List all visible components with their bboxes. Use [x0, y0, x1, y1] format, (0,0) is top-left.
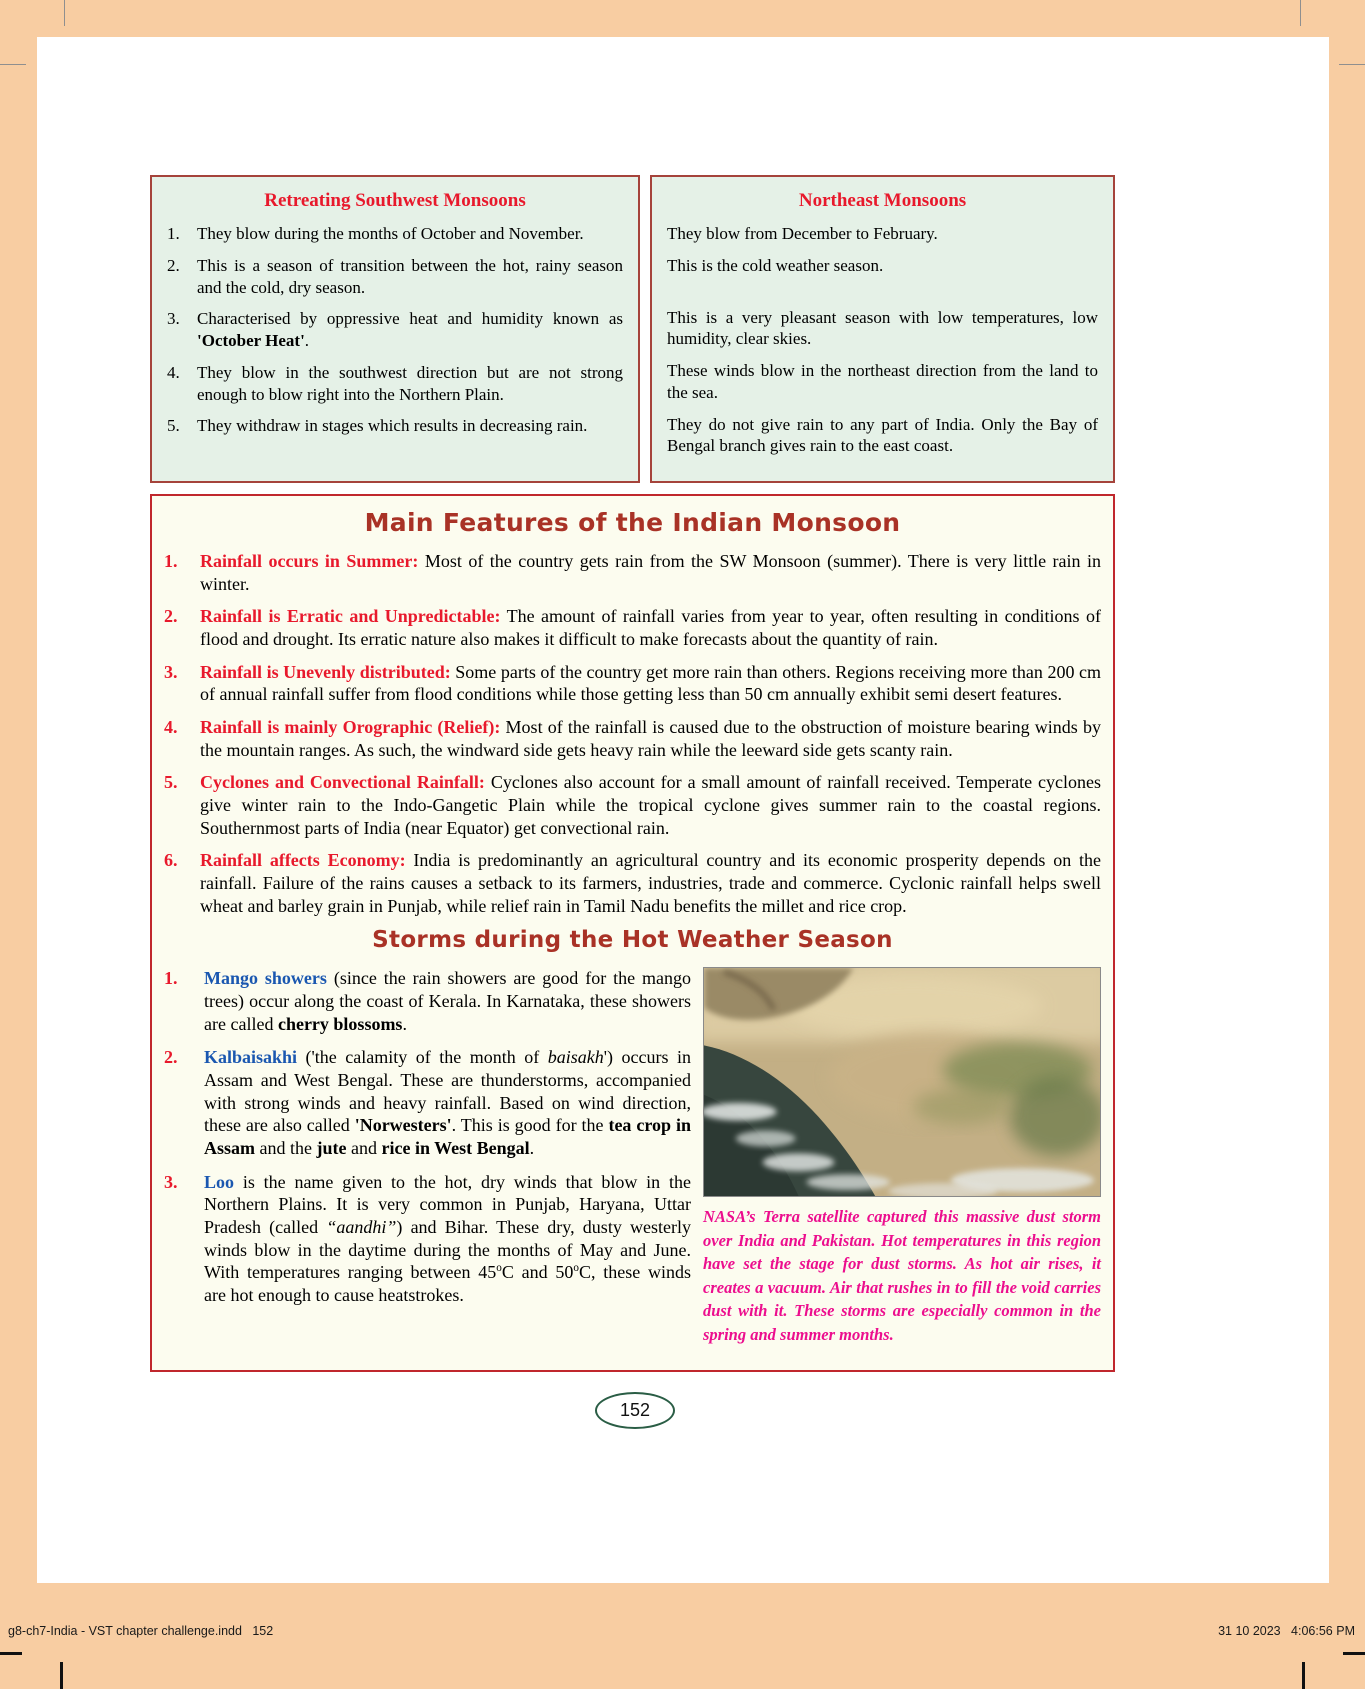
item-number: 1.: [164, 968, 178, 989]
list-item: [667, 414, 1098, 458]
text-run: baisakh: [547, 1047, 604, 1068]
item-number: 3.: [167, 309, 180, 329]
text-run: Cyclones also account for a small amount of rainfall received. Temperate cyclones give winter rain to the Indo-Gangetic Plain while the tropical cyclone gives summer rain to the coastal regions. Southernmost parts of India (near Equator) get convectional rain.: [200, 772, 1101, 838]
text-run: They do not give rain to any part of India. Only the Bay of Bengal branch gives rain to the east coast.: [667, 414, 1098, 456]
crop-mark: [1343, 1652, 1365, 1655]
crop-mark: [0, 64, 26, 65]
main-features-title: Main Features of the Indian Monsoon: [364, 508, 901, 537]
list-item: [667, 223, 1098, 245]
item-text: [200, 605, 1101, 650]
text-run: .: [304, 331, 310, 350]
text-run: Rainfall is mainly Orographic (Relief):: [200, 717, 501, 738]
northeast-monsoon-list: [667, 223, 1098, 457]
text-run: They blow from December to February.: [667, 224, 938, 243]
item-number: 3.: [164, 661, 178, 682]
item-text: [204, 1046, 691, 1159]
text-run: cherry blossoms: [277, 1013, 403, 1034]
item-text: [200, 550, 1101, 595]
item-text: [667, 308, 1098, 349]
text-run: ('the calamity of the month of: [297, 1047, 548, 1068]
item-number: 2.: [164, 606, 178, 627]
page-number-badge: [595, 1392, 675, 1429]
monsoon-comparison-table: [150, 175, 1115, 483]
text-run: ') occurs in Assam and West Bengal. These are thunderstorms, accompanied with strong winds and heavy rainfall. Based on wind direction, these are also called: [204, 1047, 691, 1136]
text-run: This is a season of transition between the hot, rainy season and the cold, dry season.: [197, 255, 623, 297]
text-run: and the: [255, 1138, 317, 1159]
list-item: [164, 1171, 691, 1307]
item-text: [197, 308, 623, 352]
text-run: The amount of rainfall varies from year to year, often resulting in conditions of flood and drought. Its erratic nature also makes it difficult to make forecasts about the quantity of rain.: [200, 606, 1102, 650]
crop-mark: [64, 0, 65, 26]
text-run: India is predominantly an agricultural country and its economic prosperity depends on the rainfall. Failure of the rains causes a setback to its farmers, industries, trade and commerce. Cyclonic rainfall helps swell wheat and barley grain in Punjab, while relief rain in Tamil Nadu benefits the millet and rice crop.: [200, 850, 1102, 916]
list-item: [167, 255, 623, 299]
item-text: [667, 256, 883, 275]
text-run: Mango showers: [204, 968, 327, 989]
text-run: C, these winds are hot enough to cause heatstrokes.: [204, 1262, 692, 1306]
list-item: [164, 661, 1101, 706]
item-number: 5.: [167, 416, 180, 436]
text-run: 'Norwesters': [354, 1115, 452, 1136]
text-run: Rainfall affects Economy:: [200, 850, 406, 871]
retreating-monsoon-title: Retreating Southwest Monsoons: [264, 190, 526, 211]
text-run: Rainfall is Erratic and Unpredictable:: [200, 606, 501, 627]
text-run: These winds blow in the northeast direction from the land to the sea.: [667, 361, 1098, 402]
text-run: jute: [316, 1138, 347, 1159]
storms-title: Storms during the Hot Weather Season: [372, 927, 893, 954]
list-item: [164, 605, 1101, 650]
crop-mark: [1300, 0, 1301, 26]
text-run: C and 50: [501, 1262, 574, 1283]
crop-mark: [60, 1662, 63, 1689]
retreating-monsoon-list: [167, 223, 623, 437]
list-item: [164, 849, 1101, 917]
item-text: [200, 716, 1101, 761]
item-text: [200, 661, 1101, 706]
item-number: 1.: [167, 224, 180, 243]
text-run: and: [346, 1138, 382, 1159]
retreating-monsoon-box: [150, 175, 640, 483]
list-item: [164, 967, 691, 1035]
text-run: Rainfall occurs in Summer:: [200, 551, 419, 571]
text-run: “aandhi”: [326, 1217, 397, 1238]
text-run: Most of the country gets rain from the SW Monsoon (summer). There is very little rain in winter.: [200, 551, 1102, 594]
main-features-box: [150, 494, 1115, 1372]
text-run: o: [496, 1262, 502, 1275]
item-number: 4.: [167, 362, 180, 382]
page-number: 152: [619, 1400, 651, 1420]
item-text: [197, 362, 623, 406]
list-item: [164, 1046, 691, 1159]
text-run: is the name given to the hot, dry winds that blow in the Northern Plains. It is very common in Punjab, Haryana, Uttar Pradesh (called: [204, 1171, 691, 1238]
page-sheet: [37, 37, 1329, 1583]
item-text: [200, 771, 1101, 839]
text-run: Some parts of the country get more rain than others. Regions receiving more than 200 cm of annual rainfall suffer from flood conditions while those getting less than 50 cm annually exhibit semi desert features.: [200, 661, 1102, 705]
text-run: This is the cold weather season.: [667, 255, 884, 275]
text-run: Characterised by oppressive heat and humidity known as: [197, 309, 623, 329]
list-item: [667, 307, 1098, 351]
text-run: o: [573, 1262, 579, 1275]
item-number: 6.: [164, 850, 178, 871]
item-text: [204, 1171, 691, 1307]
item-text: [197, 223, 623, 245]
dust-storm-satellite-image: [703, 967, 1101, 1197]
list-item: [667, 360, 1098, 404]
text-run: 'October Heat': [197, 331, 305, 350]
crop-mark: [1302, 1662, 1305, 1689]
list-item: [167, 308, 623, 352]
item-number: 3.: [164, 1171, 178, 1192]
text-run: Loo: [204, 1171, 235, 1192]
text-run: (since the rain showers are good for the mango trees) occur along the coast of Kerala. In Karnataka, these showers are called: [204, 968, 692, 1034]
item-text: [204, 967, 691, 1035]
storms-list: [164, 967, 691, 1346]
text-run: . This is good for the: [451, 1115, 609, 1136]
list-item: [167, 362, 623, 406]
item-number: 2.: [164, 1047, 178, 1068]
crop-mark: [1339, 64, 1365, 65]
text-run: Cyclones and Convectional Rainfall:: [200, 772, 485, 793]
list-item: [167, 223, 623, 245]
item-number: 5.: [164, 772, 178, 793]
text-run: They blow in the southwest direction but are not strong enough to blow right into the Northern Plain.: [197, 362, 623, 404]
satellite-caption: NASA’s Terra satellite captured this massive dust storm over India and Pakistan. Hot temperatures in this region have set the stage for dust storms. As hot air rises, it creates a vacuum. Air that rushes in to fill the void carries dust with it. These storms are especially common in the spring and summer months.: [703, 1207, 1101, 1344]
item-text: [667, 224, 938, 243]
item-text: [667, 415, 1098, 456]
item-text: [197, 255, 623, 299]
northeast-monsoon-box: [650, 175, 1115, 483]
item-text: [200, 849, 1101, 917]
list-item: [164, 771, 1101, 839]
footer-timestamp: 31 10 2023 4:06:56 PM: [1218, 1624, 1355, 1638]
item-text: [197, 415, 623, 437]
list-item: [164, 550, 1101, 595]
item-text: [667, 361, 1098, 402]
main-features-list: [164, 550, 1101, 917]
text-run: Kalbaisakhi: [204, 1047, 298, 1068]
list-item: [164, 716, 1101, 761]
item-number: 1.: [164, 551, 178, 571]
text-run: tea crop in Assam: [204, 1115, 691, 1159]
text-run: ) and Bihar. These dry, dusty westerly winds blow in the daytime during the months of May and June. With temperatures ranging between 45: [204, 1217, 691, 1283]
text-run: .: [529, 1138, 535, 1159]
text-run: They withdraw in stages which results in decreasing rain.: [197, 416, 588, 436]
storms-section: [164, 967, 1101, 1346]
satellite-figure: [703, 967, 1101, 1346]
text-run: This is a very pleasant season with low temperatures, low humidity, clear skies.: [667, 307, 1098, 349]
text-run: rice in West Bengal: [381, 1138, 530, 1159]
text-run: Rainfall is Unevenly distributed:: [200, 661, 451, 682]
item-number: 2.: [167, 255, 180, 275]
crop-mark: [0, 1652, 22, 1655]
list-item: [667, 255, 1098, 277]
text-run: Most of the rainfall is caused due to the obstruction of moisture bearing winds by the mountain ranges. As such, the windward side gets heavy rain while the leeward side gets scanty rain.: [200, 717, 1101, 760]
item-number: 4.: [164, 717, 178, 738]
list-item: [167, 415, 623, 437]
northeast-monsoon-title: Northeast Monsoons: [798, 190, 967, 211]
footer-file-info: g8-ch7-India - VST chapter challenge.indd 152: [8, 1624, 274, 1638]
text-run: They blow during the months of October and November.: [197, 224, 584, 243]
text-run: .: [402, 1013, 407, 1034]
